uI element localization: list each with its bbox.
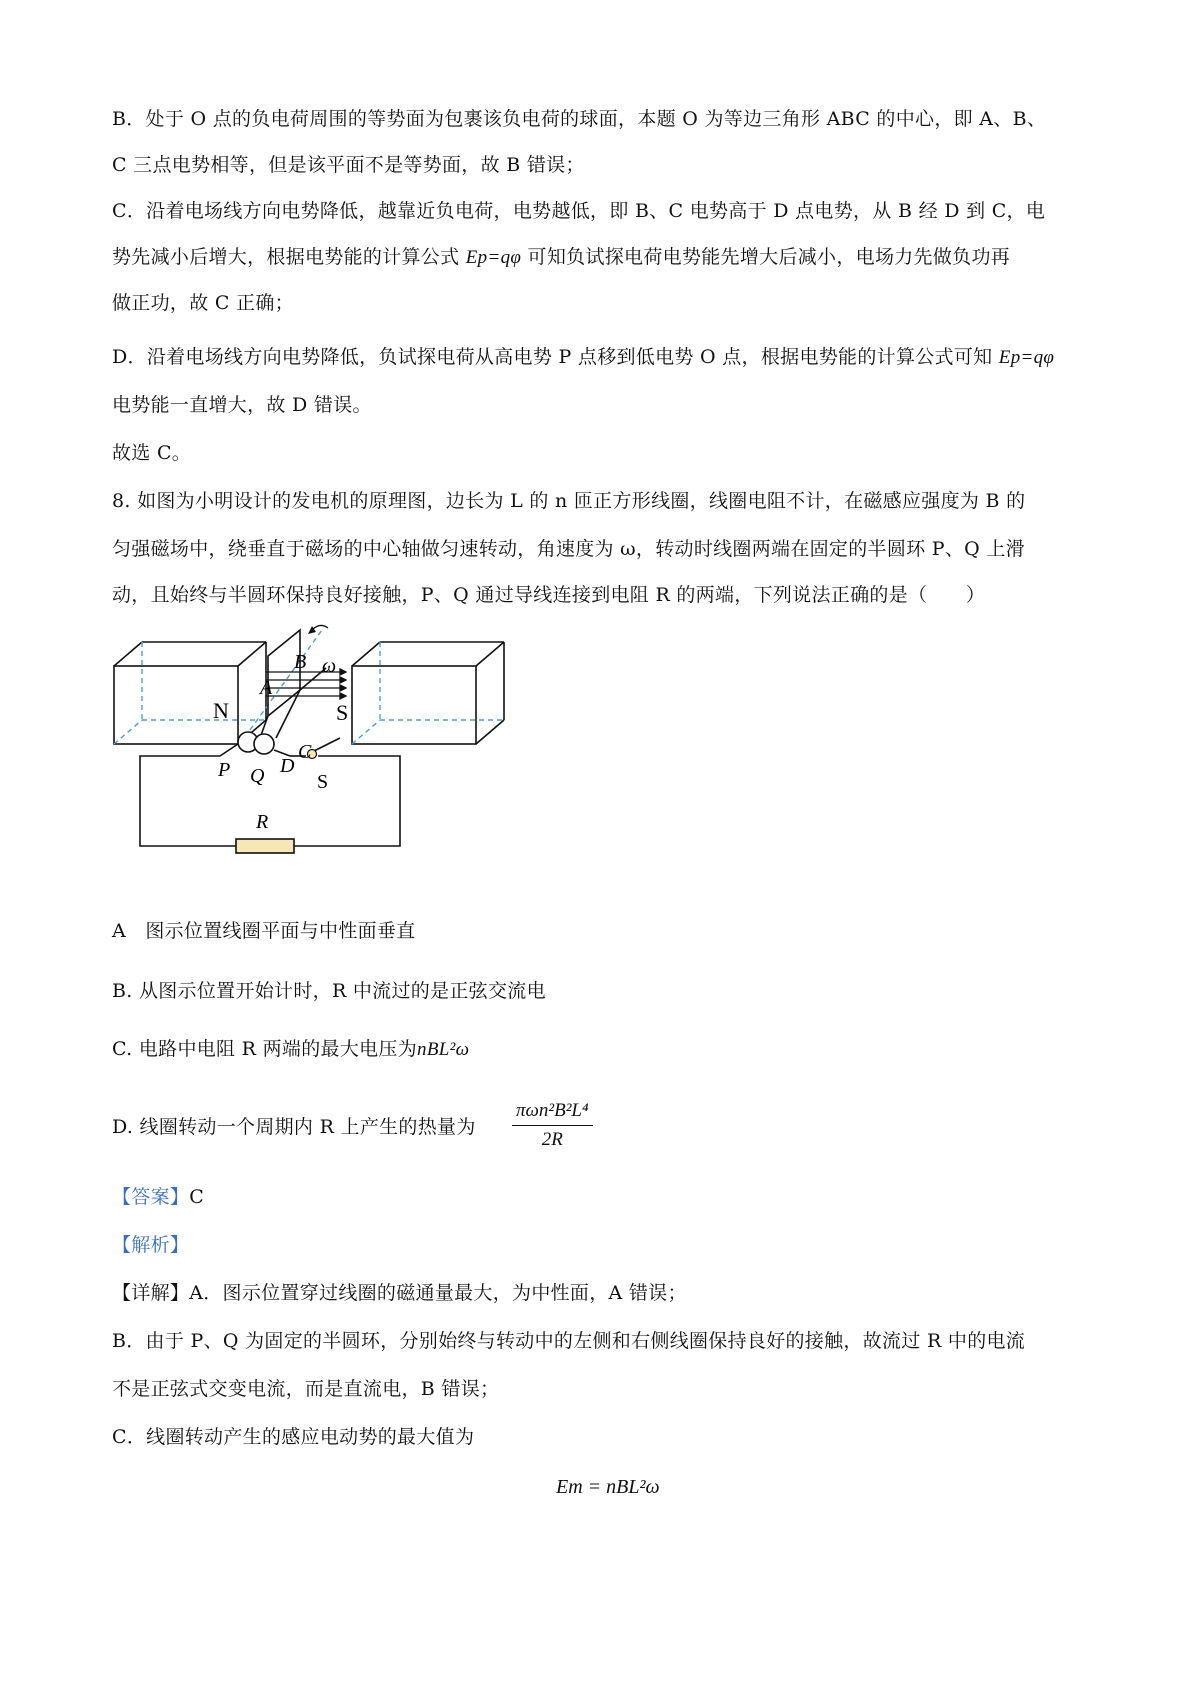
generator-diagram [100,620,520,885]
option-c-text: C. 电路中电阻 R 两端的最大电压为 [112,1038,418,1060]
circuit [140,738,400,846]
detail-a-text: A．图示位置穿过线圈的磁通量最大，为中性面，A 错误； [189,1282,687,1304]
magnet-s [352,642,504,744]
option-b: B. 从图示位置开始计时，R 中流过的是正弦交流电 [112,980,546,1002]
label-a: A [260,677,273,699]
fraction-denominator: 2R [541,1129,563,1150]
question8-line1: 8. 如图为小明设计的发电机的原理图，边长为 L 的 n 匝正方形线圈，线圈电阻不计，在磁感应强度为 B 的 [112,490,1026,512]
magnet-n [114,642,266,744]
explanation-d-line1 [112,342,1054,369]
explanation-b-line1: B．处于 O 点的负电荷周围的等势面为包裹该负电荷的球面，本题 O 为等边三角形 ABC 的中心，即 A、B、 [112,108,1047,130]
label-c: C [298,741,312,763]
label-n: N [213,698,229,723]
explanation-d-line1-a: D．沿着电场线方向电势降低，负试探电荷从高电势 P 点移到低电势 O 点，根据电势能的计算公式可知 [112,346,999,368]
ring-q [254,734,274,754]
label-s-magnet: S [336,700,349,725]
explanation-c-line2-a: 势先减小后增大，根据电势能的计算公式 [112,246,466,268]
question8-line2: 匀强磁场中，绕垂直于磁场的中心轴做匀速转动，角速度为 ω，转动时线圈两端在固定的半圆环 P、Q 上滑 [112,538,1025,560]
option-d-fraction [512,1100,593,1151]
explanation-c-line2-b: 可知负试探电荷电势能先增大后减小，电场力先做负功再 [521,246,1011,268]
option-c [112,1034,469,1061]
label-s-switch: S [317,771,329,793]
explanation-c-line3: 做正功，故 C 正确； [112,292,294,314]
explanation-d-line2: 电势能一直增大，故 D 错误。 [112,394,372,416]
detail-b-line2: 不是正弦式交变电流，而是直流电，B 错误； [112,1378,500,1400]
detail-c-line1: C．线圈转动产生的感应电动势的最大值为 [112,1426,475,1448]
option-d-text: D. 线圈转动一个周期内 R 上产生的热量为 [112,1116,476,1138]
potential-energy-formula: Ep=qφ [465,247,522,268]
detail-b-line1: B．由于 P、Q 为固定的半圆环，分别始终与转动中的左侧和右侧线圈保持良好的接触，故流过 R 中的电流 [112,1330,1026,1352]
option-c-formula: nBL²ω [417,1039,470,1060]
answer-value: C [189,1186,205,1208]
rotation-arrow [312,625,328,630]
question8-line3: 动，且始终与半圆环保持良好接触，P、Q 通过导线连接到电阻 R 的两端，下列说法正确的是（ ） [112,584,986,606]
resistor-r [236,839,294,853]
option-a: A 图示位置线圈平面与中性面垂直 [112,920,416,942]
label-d: D [280,755,295,777]
hidden-edges [114,630,504,744]
explanation-c-line2 [112,242,1010,269]
fraction-numerator: πωn²B²L⁴ [512,1100,593,1126]
detail-tag: 【详解】 [112,1282,190,1304]
answer-tag: 【答案】 [112,1186,190,1208]
label-b: B [294,651,307,673]
label-q: Q [250,765,265,787]
potential-energy-formula-2: Ep=qφ [998,347,1055,368]
analysis-tag: 【解析】 [112,1234,190,1256]
answer-line [112,1182,204,1209]
detail-a [112,1278,687,1305]
explanation-b-line2: C 三点电势相等，但是该平面不是等势面，故 B 错误； [112,154,585,176]
label-p: P [218,759,231,781]
emf-equation: Em = nBL²ω [556,1476,660,1498]
explanation-conclusion: 故选 C。 [112,442,192,464]
label-omega: ω [322,655,337,677]
label-r: R [256,811,269,833]
explanation-c-line1: C．沿着电场线方向电势降低，越靠近负电荷，电势越低，即 B、C 电势高于 D 点电势，从 B 经 D 到 C，电 [112,200,1046,222]
